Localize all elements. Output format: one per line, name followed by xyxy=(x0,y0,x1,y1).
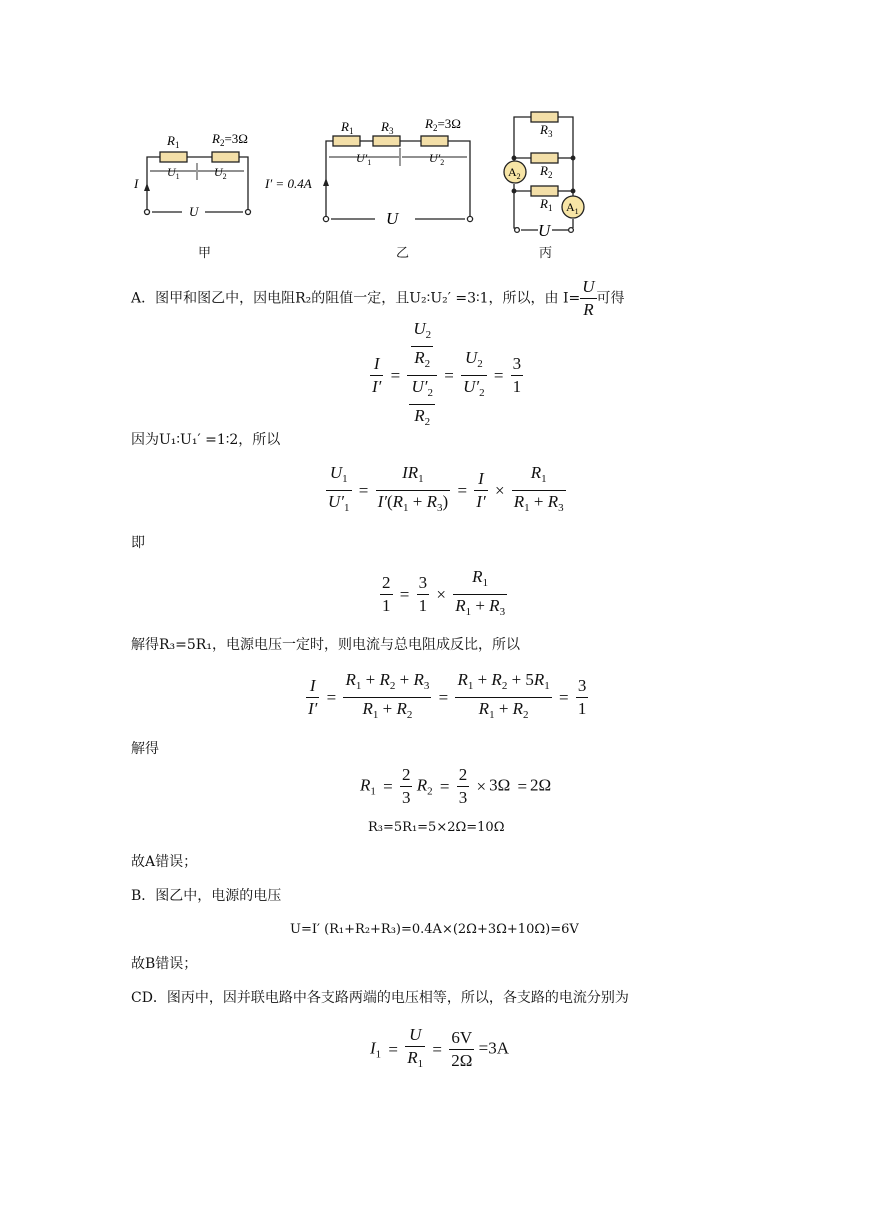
paragraph-2: 因为U₁∶U₁′ =1∶2，所以 xyxy=(131,432,281,448)
equation-substitution: $\frac{2}{1}$ = $\frac{3}{1}$ × $\frac{R_1}{R_1 + R_3}$ xyxy=(382,567,506,618)
paragraph-7: 故B错误； xyxy=(131,956,198,972)
jia-u2-label: $U_2$ xyxy=(214,165,227,181)
jia-i-label: I xyxy=(134,176,139,191)
jia-r1-label: $R_1$ xyxy=(167,133,180,150)
yi-u2p-label: $U'_2$ xyxy=(429,151,445,167)
bing-r2-label: $R_2$ xyxy=(540,163,553,180)
yi-r1-label: $R_1$ xyxy=(341,119,354,136)
equation-r1-result: $R_1$ = $\frac{2}{3}$ $R_2$ = $\frac{2}{3}$ × 3Ω = 2Ω xyxy=(360,765,552,807)
bing-r1-label: $R_1$ xyxy=(540,196,553,213)
inline-fraction-u-over-r: $\frac{U}{R}$ xyxy=(582,277,595,319)
caption-bing: 丙 xyxy=(539,246,553,261)
paragraph-5: 解得 xyxy=(131,741,159,757)
equation-i1-result: $I_1$ = $\frac{U}{R_1}$ = $\frac{6V}{2\Omega}$ =3A xyxy=(370,1025,510,1070)
yi-current-label: I′ = 0.4A xyxy=(265,176,312,191)
equation-current-ratio: $\frac{I}{I'}$ = $\frac{\frac{U_2}{R_2}}{\frac{U'_2}{R_2}}$ = $\frac{U_2}{U'_2}$ = $\frac{3}{1}$ xyxy=(372,319,522,428)
caption-yi: 乙 xyxy=(396,246,410,261)
equation-resistance-ratio: $\frac{I}{I'}$ = $\frac{R_1 + R_2 + R_3}{R_1 + R_2}$ = $\frac{R_1 + R_2 + 5R_1}{R_1 + R_2}$ = $\frac{3}{1}$ xyxy=(308,670,587,721)
jia-r2-label: $R_2=3\Omega$ xyxy=(212,131,248,148)
paragraph-4: 解得R₃=5R₁，电源电压一定时，则电流与总电阻成反比，所以 xyxy=(131,637,520,653)
paragraph-cd: CD．图丙中，因并联电路中各支路两端的电压相等，所以，各支路的电流分别为 xyxy=(131,990,629,1006)
paragraph-3: 即 xyxy=(131,535,145,551)
bing-u-label: U xyxy=(538,221,551,240)
voltage-result: U=I′ (R₁+R₂+R₃)=0.4A×(2Ω+3Ω+10Ω)=6V xyxy=(290,922,579,937)
jia-u1-label: $U_1$ xyxy=(167,165,180,181)
bing-a2-label: $A_2$ xyxy=(508,165,521,181)
caption-jia: 甲 xyxy=(198,246,212,261)
yi-u-label: U xyxy=(386,209,399,228)
paragraph-a: A．图甲和图乙中，因电阻R₂的阻值一定，且U₂∶U₂′ =3∶1，所以，由 I= $\frac{U}{R}$ 可得 xyxy=(131,277,625,319)
yi-r3-label: $R_3$ xyxy=(381,119,394,136)
r3-result: R₃=5R₁=5×2Ω=10Ω xyxy=(368,820,505,835)
equation-voltage-ratio: $\frac{U_1}{U'_1}$ = $\frac{IR_1}{I'(R_1 + R_3)}$ = $\frac{I}{I'}$ × $\frac{R_1}{R_1 + R_3}$ xyxy=(328,463,564,514)
jia-u-label: U xyxy=(189,204,199,219)
yi-r2-label: $R_2=3\Omega$ xyxy=(425,116,461,133)
bing-a1-label: $A_1$ xyxy=(566,200,579,216)
yi-u1p-label: $U'_1$ xyxy=(356,151,372,167)
bing-r3-label: $R_3$ xyxy=(540,122,553,139)
paragraph-b: B．图乙中，电源的电压 xyxy=(131,888,282,904)
circuit-figures xyxy=(0,0,869,270)
paragraph-6: 故A错误； xyxy=(131,854,198,870)
